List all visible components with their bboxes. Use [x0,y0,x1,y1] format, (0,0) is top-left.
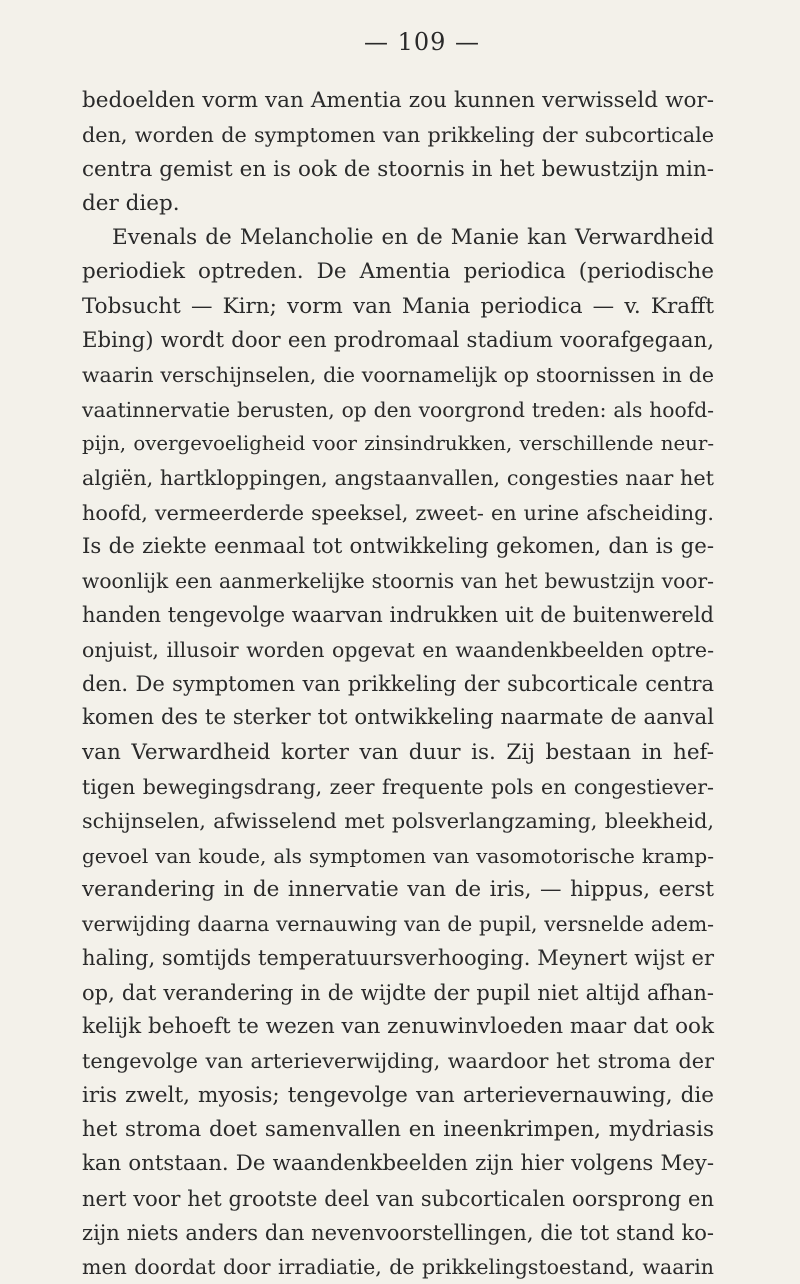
text-line: kan ontstaan. De waandenkbeelden zijn hier volgens Mey- [82,1151,714,1177]
text-line: algiën, hartkloppingen, angstaanvallen, congesties naar het [82,466,714,491]
text-line: den. De symptomen van prikkeling der subcorticale centra [82,672,714,697]
text-line: haling, somtijds temperatuursverhooging. Meynert wijst er [82,946,714,971]
text-line: komen des te sterker tot ontwikkeling naarmate de aanval [82,705,714,731]
text-line: iris zwelt, myosis; tengevolge van arterievernauwing, die [82,1082,714,1108]
text-line: handen tengevolge waarvan indrukken uit de buitenwereld [82,603,714,628]
text-line: verwijding daarna vernauwing van de pupil, versnelde adem- [82,912,714,937]
text-line: gevoel van koude, als symptomen van vasomotorische kramp- [82,843,714,868]
text-line: waarin verschijnselen, die voornamelijk op stoornissen in de [82,363,714,388]
text-line: kelijk behoeft te wezen van zenuwinvloeden maar dat ook [82,1014,715,1040]
text-line: periodiek optreden. De Amentia periodica (periodische [82,259,714,285]
text-line: van Verwardheid korter van duur is. Zij bestaan in hef- [82,739,714,765]
text-line: tengevolge van arterieverwijding, waardoor het stroma der [82,1049,714,1074]
text-line: zijn niets anders dan nevenvoorstellingen, die tot stand ko- [82,1220,714,1245]
text-line: Ebing) wordt door een prodromaal stadium voorafgegaan, [82,328,714,354]
text-line: men doordat door irradiatie, de prikkelingstoestand, waarin [82,1255,714,1280]
text-line: Is de ziekte eenmaal tot ontwikkeling gekomen, dan is ge- [82,533,714,559]
text-line: onjuist, illusoir worden opgevat en waandenkbeelden optre- [82,637,714,662]
text-line: pijn, overgevoeligheid voor zinsindrukken, verschillende neur- [82,431,714,455]
text-line: bedoelden vorm van Amentia zou kunnen verwisseld wor- [82,88,714,113]
text-line: den, worden de symptomen van prikkeling der subcorticale [82,123,714,148]
text-line: nert voor het grootste deel van subcorticalen oorsprong en [82,1186,714,1211]
text-line: schijnselen, afwisselend met polsverlangzaming, bleekheid, [82,809,714,834]
text-line: verandering in de innervatie van de iris, — hippus, eerst [82,876,714,902]
text-line: het stroma doet samenvallen en ineenkrimpen, mydriasis [82,1116,714,1142]
text-line: vaatinnervatie berusten, op den voorgrond treden: als hoofd- [82,397,714,422]
body-text [82,84,714,1284]
text-line: centra gemist en is ook de stoornis in het bewustzijn min- [82,156,714,182]
text-line: woonlijk een aanmerkelijke stoornis van het bewustzijn voor- [82,569,714,594]
text-line: der diep. [82,190,180,216]
text-line: Tobsucht — Kirn; vorm van Mania periodica — v. Krafft [82,293,714,319]
text-line: Evenals de Melancholie en de Manie kan Verwardheid [112,225,714,251]
text-line: op, dat verandering in de wijdte der pupil niet altijd afhan- [82,980,714,1005]
page-number-header: — 109 — [363,28,481,56]
text-line: hoofd, vermeerderde speeksel, zweet- en urine afscheiding. [82,500,714,525]
text-line: tigen bewegingsdrang, zeer frequente pols en congestiever- [82,774,714,799]
